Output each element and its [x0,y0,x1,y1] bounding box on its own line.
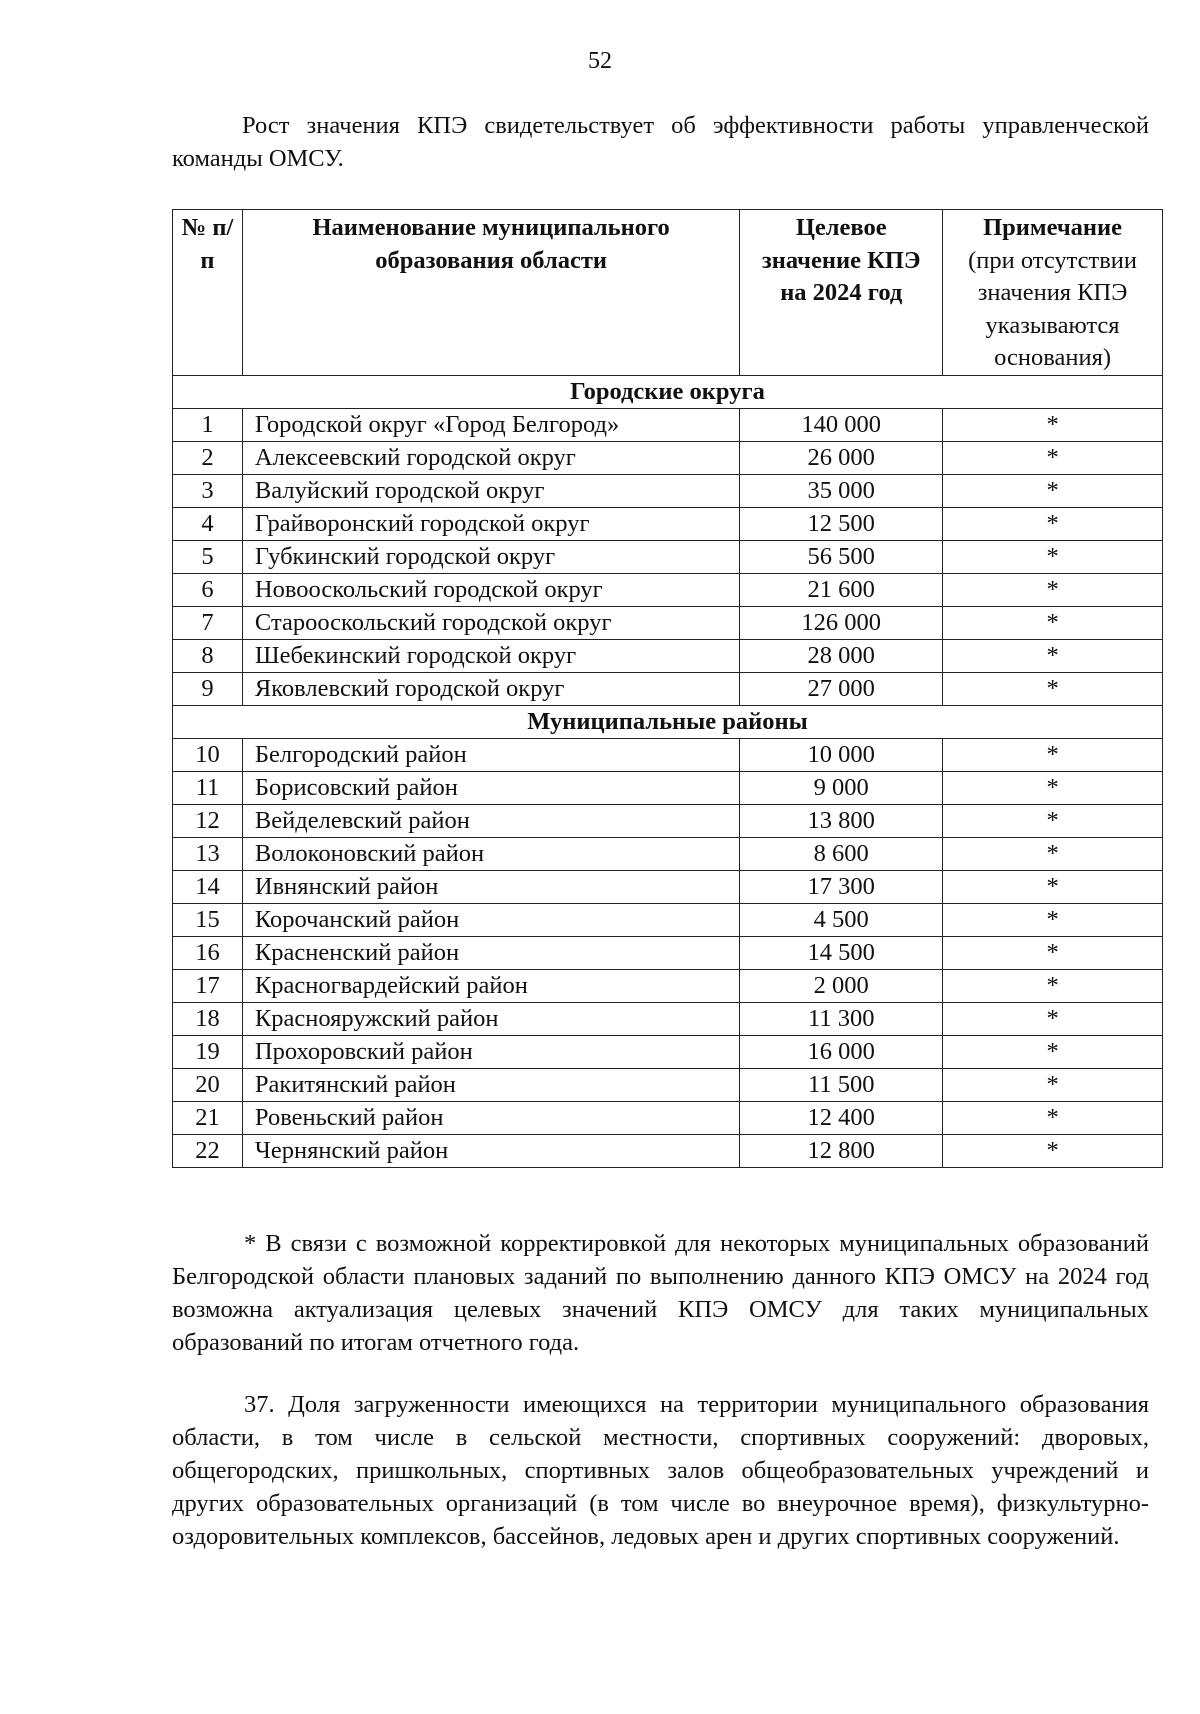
table-row [173,606,1163,639]
row-number: 21 [173,1101,243,1134]
row-note: * [943,441,1163,474]
row-name: Красногвардейский район [242,969,739,1002]
row-number: 5 [173,540,243,573]
row-name: Шебекинский городской округ [242,639,739,672]
row-note: * [943,969,1163,1002]
row-name: Краснояружский район [242,1002,739,1035]
row-number: 20 [173,1068,243,1101]
section-title-municipal: Муниципальные районы [173,705,1163,738]
row-target-value: 16 000 [740,1035,943,1068]
row-target-value: 17 300 [740,870,943,903]
header-note [943,210,1163,376]
row-target-value: 4 500 [740,903,943,936]
row-note: * [943,1068,1163,1101]
page-number: 52 [588,48,612,74]
row-target-value: 140 000 [740,408,943,441]
table-row [173,639,1163,672]
row-number: 8 [173,639,243,672]
row-name: Новооскольский городской округ [242,573,739,606]
row-note: * [943,870,1163,903]
row-number: 16 [173,936,243,969]
row-name: Ракитянский район [242,1068,739,1101]
row-name: Ровеньский район [242,1101,739,1134]
table-row [173,408,1163,441]
row-note: * [943,1134,1163,1167]
row-target-value: 126 000 [740,606,943,639]
table-row [173,738,1163,771]
row-target-value: 11 300 [740,1002,943,1035]
table-row [173,969,1163,1002]
row-number: 9 [173,672,243,705]
row-note: * [943,573,1163,606]
row-number: 3 [173,474,243,507]
row-note: * [943,738,1163,771]
table-body [173,375,1163,1167]
row-target-value: 14 500 [740,936,943,969]
row-note: * [943,936,1163,969]
row-number: 11 [173,771,243,804]
header-target: Целевое значение КПЭ на 2024 год [740,210,943,376]
item-37-paragraph: 37. Доля загруженности имеющихся на территории муниципального образования области, в том числе в сельской местности, спортивных сооружений: дворовых, общегородских, пришкольных, спортивных залов общеобразовательных учреждений и других образовательных организаций (в том числе во внеурочное время), физкультурно-оздоровительных комплексов, бассейнов, ледовых арен и других спортивных сооружений. [172,1391,1149,1550]
row-target-value: 35 000 [740,474,943,507]
row-note: * [943,672,1163,705]
table-row [173,837,1163,870]
table-row [173,441,1163,474]
row-number: 14 [173,870,243,903]
row-number: 12 [173,804,243,837]
header-name: Наименование муниципального образования области [242,210,739,376]
table-row [173,672,1163,705]
row-note: * [943,771,1163,804]
row-note: * [943,474,1163,507]
header-num: № п/п [173,210,243,376]
table-row [173,507,1163,540]
row-number: 4 [173,507,243,540]
row-name: Городской округ «Город Белгород» [242,408,739,441]
section-row-urban [173,375,1163,408]
row-name: Прохоровский район [242,1035,739,1068]
row-note: * [943,1002,1163,1035]
row-number: 2 [173,441,243,474]
row-note: * [943,639,1163,672]
row-number: 13 [173,837,243,870]
row-number: 15 [173,903,243,936]
row-note: * [943,540,1163,573]
row-number: 1 [173,408,243,441]
row-name: Белгородский район [242,738,739,771]
header-note-sub: (при отсутствии значения КПЭ указываются основания) [968,246,1137,371]
row-name: Грайворонский городской округ [242,507,739,540]
row-target-value: 28 000 [740,639,943,672]
row-number: 10 [173,738,243,771]
table-row [173,1101,1163,1134]
row-name: Алексеевский городской округ [242,441,739,474]
row-target-value: 2 000 [740,969,943,1002]
row-number: 19 [173,1035,243,1068]
intro-paragraph: Рост значения КПЭ свидетельствует об эффективности работы управленческой команды ОМСУ. [172,112,1149,172]
row-name: Старооскольский городской округ [242,606,739,639]
table-row [173,1134,1163,1167]
section-title-urban: Городские округа [173,375,1163,408]
header-note-title: Примечание [983,214,1123,241]
row-number: 18 [173,1002,243,1035]
row-name: Яковлевский городской округ [242,672,739,705]
row-target-value: 12 400 [740,1101,943,1134]
footnote: * В связи с возможной корректировкой для некоторых муниципальных образований Белгородской области плановых заданий по выполнению данного КПЭ ОМСУ на 2024 год возможна актуализация целевых значений КПЭ ОМСУ для таких муниципальных образований по итогам отчетного года. [172,1230,1149,1356]
table-row [173,903,1163,936]
row-target-value: 56 500 [740,540,943,573]
row-name: Чернянский район [242,1134,739,1167]
row-note: * [943,837,1163,870]
kpe-target-table [172,209,1163,1168]
table-row [173,1035,1163,1068]
row-note: * [943,507,1163,540]
row-target-value: 10 000 [740,738,943,771]
row-number: 22 [173,1134,243,1167]
table-row [173,573,1163,606]
row-name: Губкинский городской округ [242,540,739,573]
table-row [173,540,1163,573]
row-name: Волоконовский район [242,837,739,870]
row-name: Валуйский городской округ [242,474,739,507]
row-note: * [943,1035,1163,1068]
section-row-municipal [173,705,1163,738]
table-row [173,870,1163,903]
row-target-value: 8 600 [740,837,943,870]
row-note: * [943,408,1163,441]
row-note: * [943,1101,1163,1134]
row-name: Красненский район [242,936,739,969]
table-row [173,936,1163,969]
table-header-row [173,210,1163,376]
row-name: Корочанский район [242,903,739,936]
row-name: Ивнянский район [242,870,739,903]
row-target-value: 12 800 [740,1134,943,1167]
row-target-value: 26 000 [740,441,943,474]
table-row [173,771,1163,804]
row-note: * [943,606,1163,639]
row-target-value: 12 500 [740,507,943,540]
row-target-value: 27 000 [740,672,943,705]
table-row [173,1068,1163,1101]
table-row [173,804,1163,837]
row-number: 7 [173,606,243,639]
row-target-value: 9 000 [740,771,943,804]
row-target-value: 21 600 [740,573,943,606]
row-note: * [943,903,1163,936]
row-note: * [943,804,1163,837]
row-target-value: 11 500 [740,1068,943,1101]
row-number: 6 [173,573,243,606]
row-target-value: 13 800 [740,804,943,837]
row-name: Борисовский район [242,771,739,804]
table-row [173,474,1163,507]
row-name: Вейделевский район [242,804,739,837]
row-number: 17 [173,969,243,1002]
table-row [173,1002,1163,1035]
